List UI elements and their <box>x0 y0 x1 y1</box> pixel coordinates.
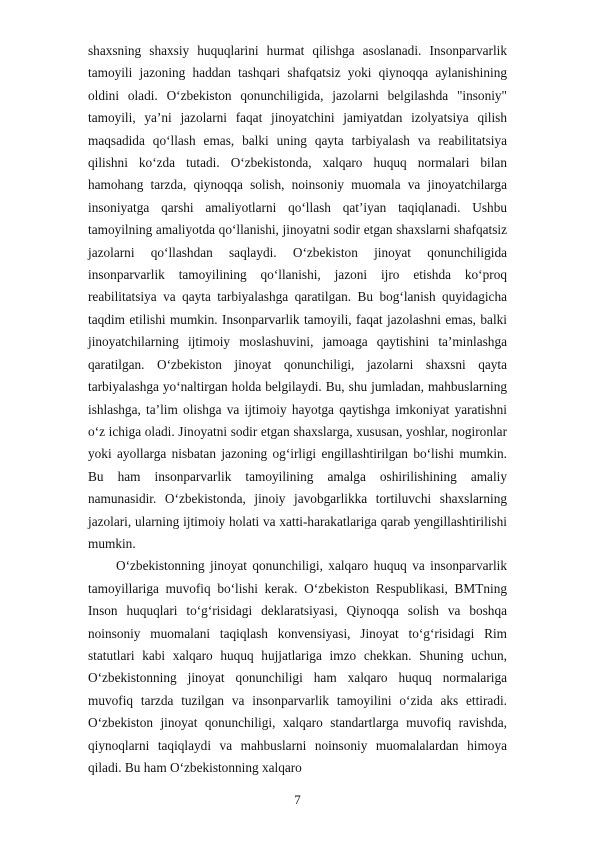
paragraph-1: shaxsning shaxsiy huquqlarini hurmat qilishga asoslanadi. Insonparvarlik tamoyili jazoning haddan tashqari shafqatsiz yoki qiynoqqa aylanishining oldini oladi. O‘zbekiston qonunchiligida, jazolarni belgilashda "insoniy" tamoyili, ya’ni jazolarni faqat jinoyatchini jamiyatdan izolyatsiya qilish maqsadida qo‘llash emas, balki uning qayta tarbiyalash va reabilitatsiya qilishni ko‘zda tutadi. O‘zbekistonda, xalqaro huquq normalari bilan hamohang tarzda, qiynoqqa solish, noinsoniy muomala va jinoyatchilarga insoniyatga qarshi amaliyotlarni qo‘llash qat’iyan taqiqlanadi. Ushbu tamoyilning amaliyotda qo‘llanishi, jinoyatni sodir etgan shaxslarni shafqatsiz jazolarni qo‘llashdan saqlaydi. O‘zbekiston jinoyat qonunchiligida insonparvarlik tamoyilining qo‘llanishi, jazoni ijro etishda ko‘proq reabilitatsiya va qayta tarbiyalashga qaratilgan. Bu bog‘lanish quyidagicha taqdim etilishi mumkin. Insonparvarlik tamoyili, faqat jazolashni emas, balki jinoyatchilarning ijtimoiy moslashuvini, jamoaga qaytishini ta’minlashga qaratilgan. O‘zbekiston jinoyat qonunchiligi, jazolarni shaxsni qayta tarbiyalashga yo‘naltirgan holda belgilaydi. Bu, shu jumladan, mahbuslarning ishlashga, ta’lim olishga va ijtimoiy hayotga qaytishga imkoniyat yaratishni o‘z ichiga oladi. Jinoyatni sodir etgan shaxslarga, xususan, yoshlar, nogironlar yoki ayollarga nisbatan jazoning og‘irligi engillashtirilgan bo‘lishi mumkin. Bu ham insonparvarlik tamoyilining amalga oshirilishining amaliy namunasidir. O‘zbekistonda, jinoiy javobgarlikka tortiluvchi shaxslarning jazolari, ularning ijtimoiy holati va xatti-harakatlariga qarab yengillashtirilishi mumkin. <box>88 43 507 551</box>
page-number: 7 <box>294 792 301 807</box>
paragraph-2: O‘zbekistonning jinoyat qonunchiligi, xalqaro huquq va insonparvarlik tamoyillariga muvofiq bo‘lishi kerak. O‘zbekiston Respublikasi, BMTning Inson huquqlari to‘g‘risidagi deklaratsiyasi, Qiynoqqa solish va boshqa noinsoniy muomalani taqiqlash konvensiyasi, Jinoyat to‘g‘risidagi Rim statutlari kabi xalqaro huquq hujjatlariga imzo chekkan. Shuning uchun, O‘zbekistonning jinoyat qonunchiligi ham xalqaro huquq normalariga muvofiq tarzda tuzilgan va insonparvarlik tamoyilini o‘zida aks ettiradi. O‘zbekiston jinoyat qonunchiligi, xalqaro standartlarga muvofiq ravishda, qiynoqlarni taqiqlaydi va mahbuslarni noinsoniy muomalalardan himoya qiladi. Bu ham O‘zbekistonning xalqaro <box>88 558 507 775</box>
body-text <box>88 40 507 779</box>
